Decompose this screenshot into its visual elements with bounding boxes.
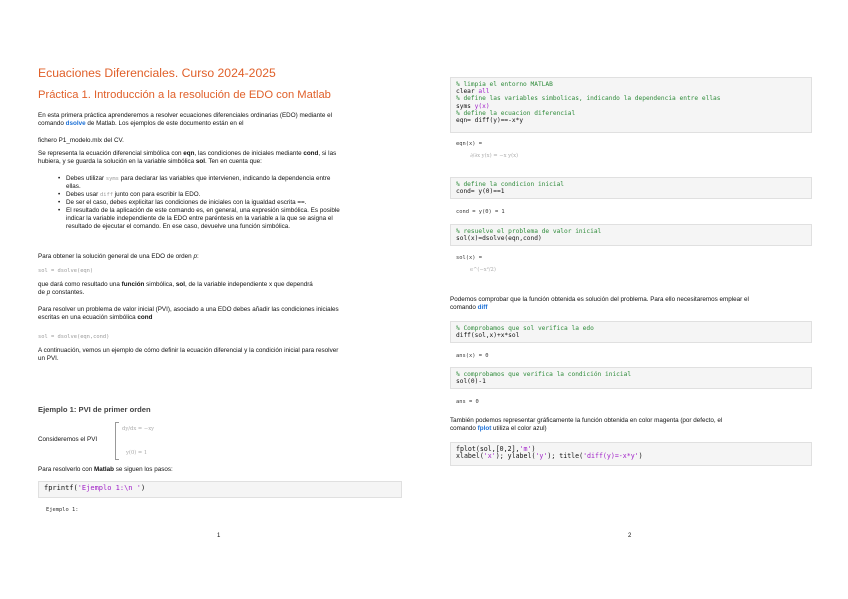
bullet-text: Debes utilizar — [66, 175, 106, 182]
intro-line-2 — [38, 120, 388, 128]
funcion-term: función — [121, 281, 145, 288]
rep-text: Se representa la ecuación diferencial simbólica con — [38, 150, 184, 157]
code-string: 'y' — [535, 452, 548, 461]
matlab-term: Matlab — [94, 466, 114, 473]
pvi-text: escritas en una ecuación simbólica — [38, 314, 138, 321]
code-comment: % limpia el entorno MATLAB — [456, 81, 553, 88]
bullet-initial-conditions — [56, 199, 391, 207]
ode-equation: dy/dx = −xy — [122, 426, 155, 432]
eqn-term: eqn — [183, 150, 195, 157]
code-string: 'm' — [519, 445, 532, 453]
rep-text: . Ten en cuenta que: — [204, 158, 262, 165]
code-text: syms — [456, 102, 475, 110]
result-line-2 — [38, 289, 393, 297]
plot-line-1: También podemos representar gráficamente la función obtenida en color magenta (por defecto, el — [450, 417, 723, 424]
plot-line-2 — [450, 425, 820, 433]
bullet-diff — [56, 191, 391, 199]
code-text: ) — [140, 484, 146, 492]
code-text: diff(sol,x)+x*sol — [456, 332, 520, 340]
bullet-text: Debes usar — [66, 191, 100, 198]
sol-output-expression: e^(−x²/2) — [470, 267, 496, 273]
example-1-heading: Ejemplo 1: PVI de primer orden — [38, 405, 151, 414]
result-text: simbólica, — [144, 281, 176, 288]
diff-keyword: diff — [477, 304, 488, 311]
general-text: Para obtener la solución general de una EDO de orden — [38, 253, 194, 260]
code-block-condition[interactable] — [450, 177, 812, 199]
code-text: clear — [456, 88, 479, 96]
plot-text: utiliza el color azul) — [491, 425, 547, 432]
next-line-1: A continuación, vemos un ejemplo de cómo definir la ecuación diferencial y la condición inicial para resolver — [38, 347, 339, 354]
bullet-text: para declarar las variables que intervienen, indicando la dependencia entre — [118, 175, 331, 182]
page-number-1: 1 — [217, 533, 221, 539]
bullet-text: De ser el caso, debes explicitar las condiciones de iniciales con la igualdad escrita ==. — [66, 199, 307, 206]
steps-part: se siguen los pasos: — [113, 466, 173, 473]
intro-text: de Matlab. Los ejemplos de este documento están en el — [85, 120, 244, 127]
code-comment: % define la ecuacion diferencial — [456, 109, 576, 117]
steps-part: Para resolverlo con — [38, 466, 94, 473]
dsolve-keyword: dsolve — [65, 120, 86, 127]
bullet-text: El resultado de la aplicación de este comando es, en general, una expresión simbólica. Es posible — [66, 207, 340, 214]
bullet-result — [56, 207, 391, 231]
result-text: , de la variable independiente x que dependrá — [185, 281, 313, 288]
code-text: ); title( — [547, 452, 584, 461]
code-block-verify-edo[interactable] — [450, 321, 812, 343]
order-p: p — [193, 253, 197, 260]
result-paragraph — [38, 281, 393, 297]
bullet-text: junto con para escribir la EDO. — [112, 191, 201, 198]
cond-term: cond — [303, 150, 319, 157]
pvi-solution-code: sol = dsolve(eqn,cond) — [38, 334, 110, 340]
consider-text: Consideremos el PVI — [38, 436, 98, 443]
code-comment: % define la condicion inicial — [456, 181, 565, 188]
code-block-setup[interactable] — [450, 77, 812, 133]
ans-output-2: ans = 0 — [456, 399, 479, 405]
code-keyword: y(x) — [474, 102, 490, 110]
cond-term: cond — [137, 314, 153, 321]
result-text: constantes. — [50, 289, 85, 296]
result-line-1 — [38, 281, 393, 289]
system-brace — [115, 422, 119, 460]
code-block-plot[interactable] — [450, 442, 812, 466]
code-keyword: all — [478, 88, 490, 96]
fplot-keyword: fplot — [477, 425, 492, 432]
ans-output-1: ans(x) = 0 — [456, 353, 489, 359]
rep-text: , las condiciones de iniciales mediante — [194, 150, 304, 157]
code-comment: % Comprobamos que sol verifica la edo — [456, 325, 594, 332]
code-text: sol(0)-1 — [456, 378, 486, 386]
code-text: xlabel( — [456, 452, 484, 461]
sol-term: sol — [195, 158, 205, 165]
code-string: 'Ejemplo 1:\n ' — [77, 484, 141, 492]
code-block-fprintf[interactable] — [38, 481, 402, 498]
bullet-text: resultado de ejecutar el comando. En ese caso, devuelve una función simbólica. — [66, 223, 291, 230]
check-line-2 — [450, 304, 820, 312]
rep-text: hubiera, y se guarda la solución en la variable simbólica — [38, 158, 196, 165]
requirements-list — [56, 175, 391, 231]
eqn-output-expression: ∂/∂x y(x) = −x y(x) — [470, 153, 519, 159]
diff-code: diff — [99, 192, 113, 198]
plot-paragraph — [450, 417, 820, 433]
pvi-paragraph — [38, 306, 398, 322]
sol-term: sol — [175, 281, 186, 288]
bullet-syms — [56, 175, 391, 191]
code-string: 'x' — [483, 452, 496, 461]
code-text: eqn= diff(y)==-x*y — [456, 117, 524, 125]
result-text: que dará como resultado una — [38, 281, 122, 288]
general-solution-text — [38, 253, 199, 261]
intro-paragraph — [38, 112, 388, 128]
code-text: fplot(sol,[0,2], — [456, 445, 520, 453]
representation-paragraph — [38, 150, 393, 166]
check-text: comando — [450, 304, 478, 311]
code-string: 'diff(y)=-x*y' — [583, 452, 639, 461]
code-comment: % define las variables simbolicas, indicando la dependencia entre ellas — [456, 95, 721, 103]
code-comment: % comprobamos que verifica la condición inicial — [456, 371, 632, 378]
bullet-text: ellas. — [66, 183, 81, 190]
code-text: ) — [638, 452, 643, 461]
file-reference: fichero P1_modelo.mlx del CV. — [38, 137, 124, 144]
plot-text: comando — [450, 425, 478, 432]
rep-text: , si las — [318, 150, 337, 157]
code-text: sol(x)=dsolve(eqn,cond) — [456, 235, 542, 243]
pvi-line-2 — [38, 314, 398, 322]
code-text: cond= y(0)==1 — [456, 188, 505, 196]
syms-code: syms — [105, 176, 119, 182]
document-title: Ecuaciones Diferenciales. Curso 2024-2025 — [38, 66, 276, 80]
rep-line-2 — [38, 158, 393, 166]
result-text: de — [38, 289, 47, 296]
page-2 — [424, 0, 848, 599]
page-number-2: 2 — [628, 533, 632, 539]
code-block-dsolve[interactable] — [450, 224, 812, 246]
steps-text — [38, 466, 173, 474]
general-solution-code: sol = dsolve(eqn) — [38, 268, 94, 274]
code-comment: % resuelve el problema de valor inicial — [456, 228, 602, 235]
intro-line-1: En esta primera práctica aprenderemos a resolver ecuaciones diferenciales ordinarias (EDO) mediante el — [38, 112, 332, 119]
eqn-output-label: eqn(x) = — [456, 141, 482, 147]
check-paragraph — [450, 296, 820, 312]
check-line-1: Podemos comprobar que la función obtenida es solución del problema. Para ello necesitaremos emplear el — [450, 296, 749, 303]
next-line-2: un PVI. — [38, 355, 59, 362]
practice-title: Práctica 1. Introducción a la resolución de EDO con Matlab — [38, 89, 331, 101]
code-text: fprintf( — [44, 484, 78, 492]
initial-condition: y(0) = 1 — [126, 450, 148, 456]
general-text: : — [196, 253, 199, 260]
pvi-line-1: Para resolver un problema de valor inicial (PVI), asociado a una EDO debes añadir las condiciones iniciales — [38, 306, 339, 313]
rep-line-1 — [38, 150, 393, 158]
next-paragraph — [38, 347, 398, 363]
code-text: ) — [531, 445, 536, 453]
code-block-verify-condition[interactable] — [450, 367, 812, 389]
code-text: ); ylabel( — [495, 452, 536, 461]
bullet-text: indicar la variable independiente de la EDO entre paréntesis en la variable a la que se asigna el — [66, 215, 333, 222]
sol-output-label: sol(x) = — [456, 255, 482, 261]
intro-text: comando — [38, 120, 66, 127]
cond-output: cond = y(0) = 1 — [456, 209, 505, 215]
order-p: p — [46, 289, 51, 296]
fprintf-output: Ejemplo 1: — [46, 507, 79, 513]
